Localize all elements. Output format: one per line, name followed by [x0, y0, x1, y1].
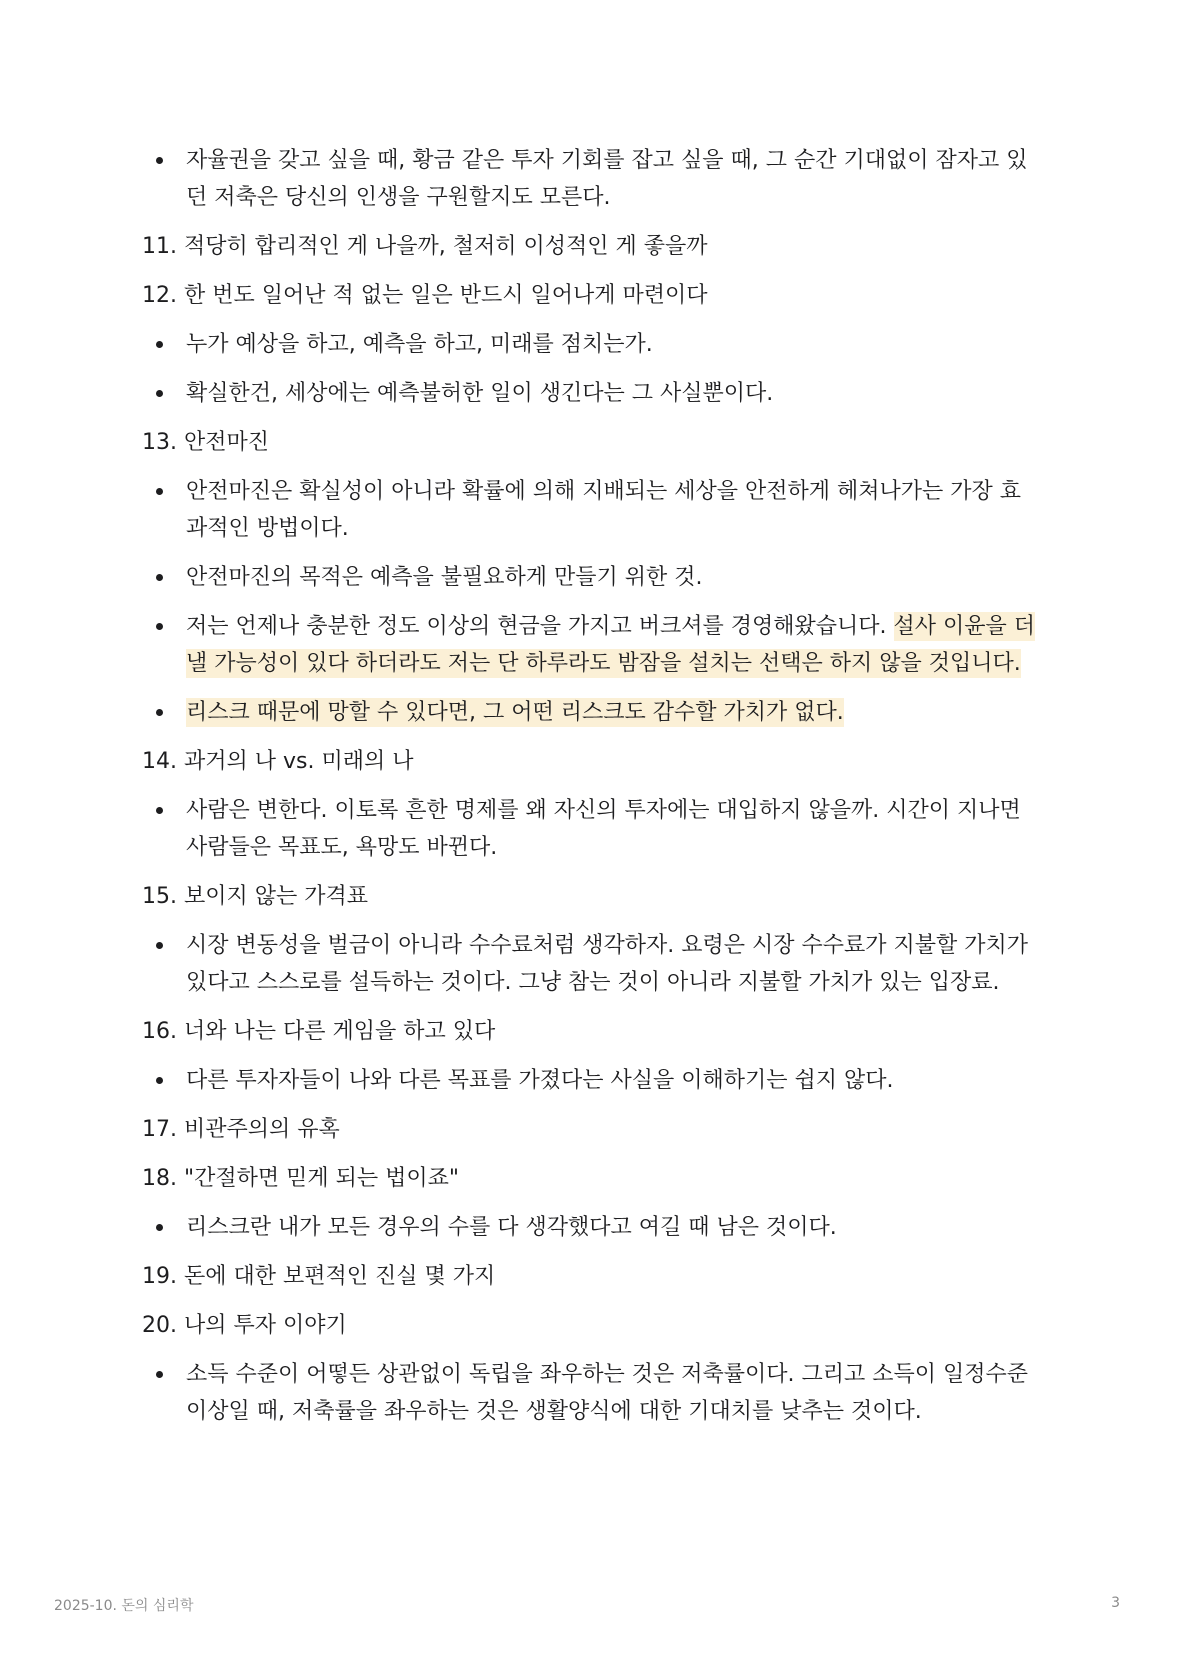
section-heading: 19. 돈에 대한 보편적인 진실 몇 가지 [142, 1264, 496, 1289]
bullet-item [142, 1356, 1042, 1430]
highlighted-text: 리스크 때문에 망할 수 있다면, 그 어떤 리스크도 감수할 가치가 없다. [186, 700, 844, 725]
bullet-item [142, 1209, 1042, 1246]
bullet-item [142, 608, 1042, 682]
bullet-dot-icon [156, 1077, 163, 1084]
bullet-item [142, 326, 1042, 363]
bullet-dot-icon [156, 574, 163, 581]
bullet-text: 누가 예상을 하고, 예측을 하고, 미래를 점치는가. [186, 332, 653, 357]
bullet-dot-icon [156, 1224, 163, 1231]
bullet-text: 안전마진의 목적은 예측을 불필요하게 만들기 위한 것. [186, 565, 703, 590]
bullet-dot-icon [156, 709, 163, 716]
bullet-text: 소득 수준이 어떻든 상관없이 독립을 좌우하는 것은 저축률이다. 그리고 소득이 일정수준 이상일 때, 저축률을 좌우하는 것은 생활양식에 대한 기대치를 낮추는 것이다. [186, 1362, 1028, 1424]
bullet-item [142, 694, 1042, 731]
footer-page-number: 3 [1111, 1595, 1120, 1611]
bullet-dot-icon [156, 341, 163, 348]
bullet-dot-icon [156, 488, 163, 495]
section-heading: 14. 과거의 나 vs. 미래의 나 [142, 749, 414, 774]
bullet-item [142, 559, 1042, 596]
content-body [142, 142, 1042, 1442]
bullet-item [142, 792, 1042, 866]
section-heading: 20. 나의 투자 이야기 [142, 1313, 347, 1338]
bullet-dot-icon [156, 807, 163, 814]
bullet-text: 저는 언제나 충분한 정도 이상의 현금을 가지고 버크셔를 경영해왔습니다. [186, 614, 894, 639]
bullet-item [142, 142, 1042, 216]
bullet-item [142, 375, 1042, 412]
section-heading: 13. 안전마진 [142, 430, 269, 455]
section-heading: 17. 비관주의의 유혹 [142, 1117, 340, 1142]
bullet-text: 시장 변동성을 벌금이 아니라 수수료처럼 생각하자. 요령은 시장 수수료가 지불할 가치가 있다고 스스로를 설득하는 것이다. 그냥 참는 것이 아니라 지불할 가치가 있는 입장료. [186, 933, 1028, 995]
bullet-item [142, 1062, 1042, 1099]
section-heading: 15. 보이지 않는 가격표 [142, 884, 368, 909]
bullet-dot-icon [156, 390, 163, 397]
bullet-dot-icon [156, 623, 163, 630]
section-heading: 18. "간절하면 믿게 되는 법이죠" [142, 1166, 459, 1191]
bullet-item [142, 927, 1042, 1001]
bullet-text: 안전마진은 확실성이 아니라 확률에 의해 지배되는 세상을 안전하게 헤쳐나가는 가장 효과적인 방법이다. [186, 479, 1022, 541]
bullet-dot-icon [156, 942, 163, 949]
bullet-dot-icon [156, 157, 163, 164]
bullet-text: 다른 투자자들이 나와 다른 목표를 가졌다는 사실을 이해하기는 쉽지 않다. [186, 1068, 894, 1093]
bullet-dot-icon [156, 1371, 163, 1378]
bullet-text: 리스크란 내가 모든 경우의 수를 다 생각했다고 여길 때 남은 것이다. [186, 1215, 837, 1240]
highlighted-text: 설사 이윤을 더 낼 가능성이 있다 하더라도 저는 단 하루라도 밤잠을 설치는 선택은 하지 않을 것입니다. [186, 614, 1035, 676]
section-heading: 12. 한 번도 일어난 적 없는 일은 반드시 일어나게 마련이다 [142, 283, 708, 308]
footer-document-title: 2025-10. 돈의 심리학 [54, 1598, 194, 1614]
bullet-text: 자율권을 갖고 싶을 때, 황금 같은 투자 기회를 잡고 싶을 때, 그 순간 기대없이 잠자고 있던 저축은 당신의 인생을 구원할지도 모른다. [186, 148, 1028, 210]
bullet-text: 사람은 변한다. 이토록 흔한 명제를 왜 자신의 투자에는 대입하지 않을까. 시간이 지나면 사람들은 목표도, 욕망도 바뀐다. [186, 798, 1021, 860]
bullet-text: 확실한건, 세상에는 예측불허한 일이 생긴다는 그 사실뿐이다. [186, 381, 774, 406]
section-heading: 16. 너와 나는 다른 게임을 하고 있다 [142, 1019, 496, 1044]
section-heading: 11. 적당히 합리적인 게 나을까, 철저히 이성적인 게 좋을까 [142, 234, 708, 259]
bullet-item [142, 473, 1042, 547]
